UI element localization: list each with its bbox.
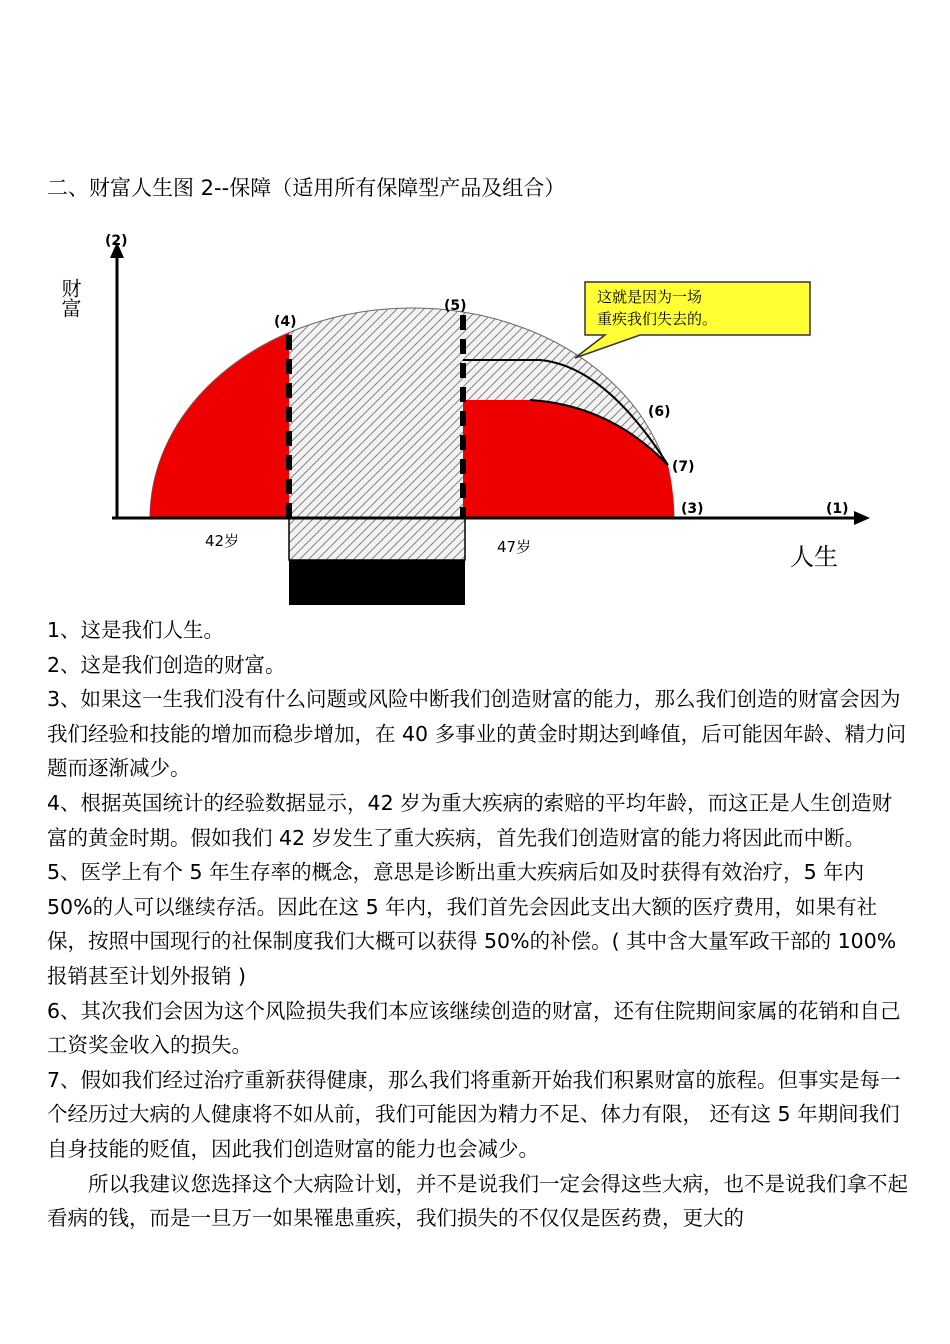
x-axis-arrow	[854, 511, 870, 525]
callout-line-1: 这就是因为一场	[597, 288, 703, 306]
medical-expense-area	[289, 518, 465, 560]
callout-line-2: 重疾我们失去的。	[597, 310, 718, 328]
x-axis-label: 人生	[790, 543, 838, 571]
paragraph-1: 1、这是我们人生。	[47, 618, 225, 642]
wealth-before-illness	[150, 333, 289, 518]
marker-2: (2)	[105, 233, 128, 249]
paragraph-3: 3、如果这一生我们没有什么问题或风险中断我们创造财富的能力，那么我们创造的财富会因为我们经验和技能的增加而稳步增加，在 40 多事业的黄金时期达到峰值，后可能因年龄、精力问题而逐渐减少。	[47, 687, 907, 781]
body-text	[47, 613, 909, 1236]
marker-5: (5)	[444, 298, 467, 314]
paragraph-5: 5、医学上有个 5 年生存率的概念，意思是诊断出重大疾病后如及时获得有效治疗，5 年内 50%的人可以继续存活。因此在这 5 年内，我们首先会因此支出大额的医疗费用，如果有社保，按照中国现行的社保制度我们大概可以获得 50%的补偿。( 其中含大量军政干部的 100%报销甚至计划外报销 )	[47, 860, 897, 988]
section-heading: 二、财富人生图 2--保障（适用所有保障型产品及组合）	[47, 176, 566, 200]
paragraph-2: 2、这是我们创造的财富。	[47, 652, 286, 677]
age-47-label: 47岁	[497, 538, 532, 556]
paragraph-4: 4、根据英国统计的经验数据显示，42 岁为重大疾病的索赔的平均年龄，而这正是人生创造财富的黄金时期。假如我们 42 岁发生了重大疾病，首先我们创造财富的能力将因此而中断。	[47, 790, 893, 850]
wealth-life-diagram	[0, 220, 950, 610]
paragraph-7: 7、假如我们经过治疗重新获得健康，那么我们将重新开始我们积累财富的旅程。但事实是每一个经历过大病的人健康将不如从前，我们可能因为精力不足、体力有限， 还有这 5 年期间我们自身技能的贬值，因此我们创造财富的能力也会减少。	[47, 1067, 901, 1161]
marker-3: (3)	[681, 501, 704, 517]
marker-6: (6)	[648, 404, 671, 420]
marker-1: (1)	[826, 501, 849, 517]
marker-7: (7)	[672, 459, 695, 475]
medical-expense-block	[289, 560, 465, 605]
y-axis-label: 财富	[58, 278, 82, 318]
paragraph-6: 6、其次我们会因为这个风险损失我们本应该继续创造的财富，还有住院期间家属的花销和自己工资奖金收入的损失。	[47, 998, 901, 1058]
paragraph-recommendation: 所以我建议您选择这个大病险计划，并不是说我们一定会得这些大病，也不是说我们拿不起看病的钱，而是一旦万一如果罹患重疾，我们损失的不仅仅是医药费，更大的	[47, 1171, 908, 1231]
age-42-label: 42岁	[205, 532, 240, 550]
marker-4: (4)	[274, 314, 297, 330]
